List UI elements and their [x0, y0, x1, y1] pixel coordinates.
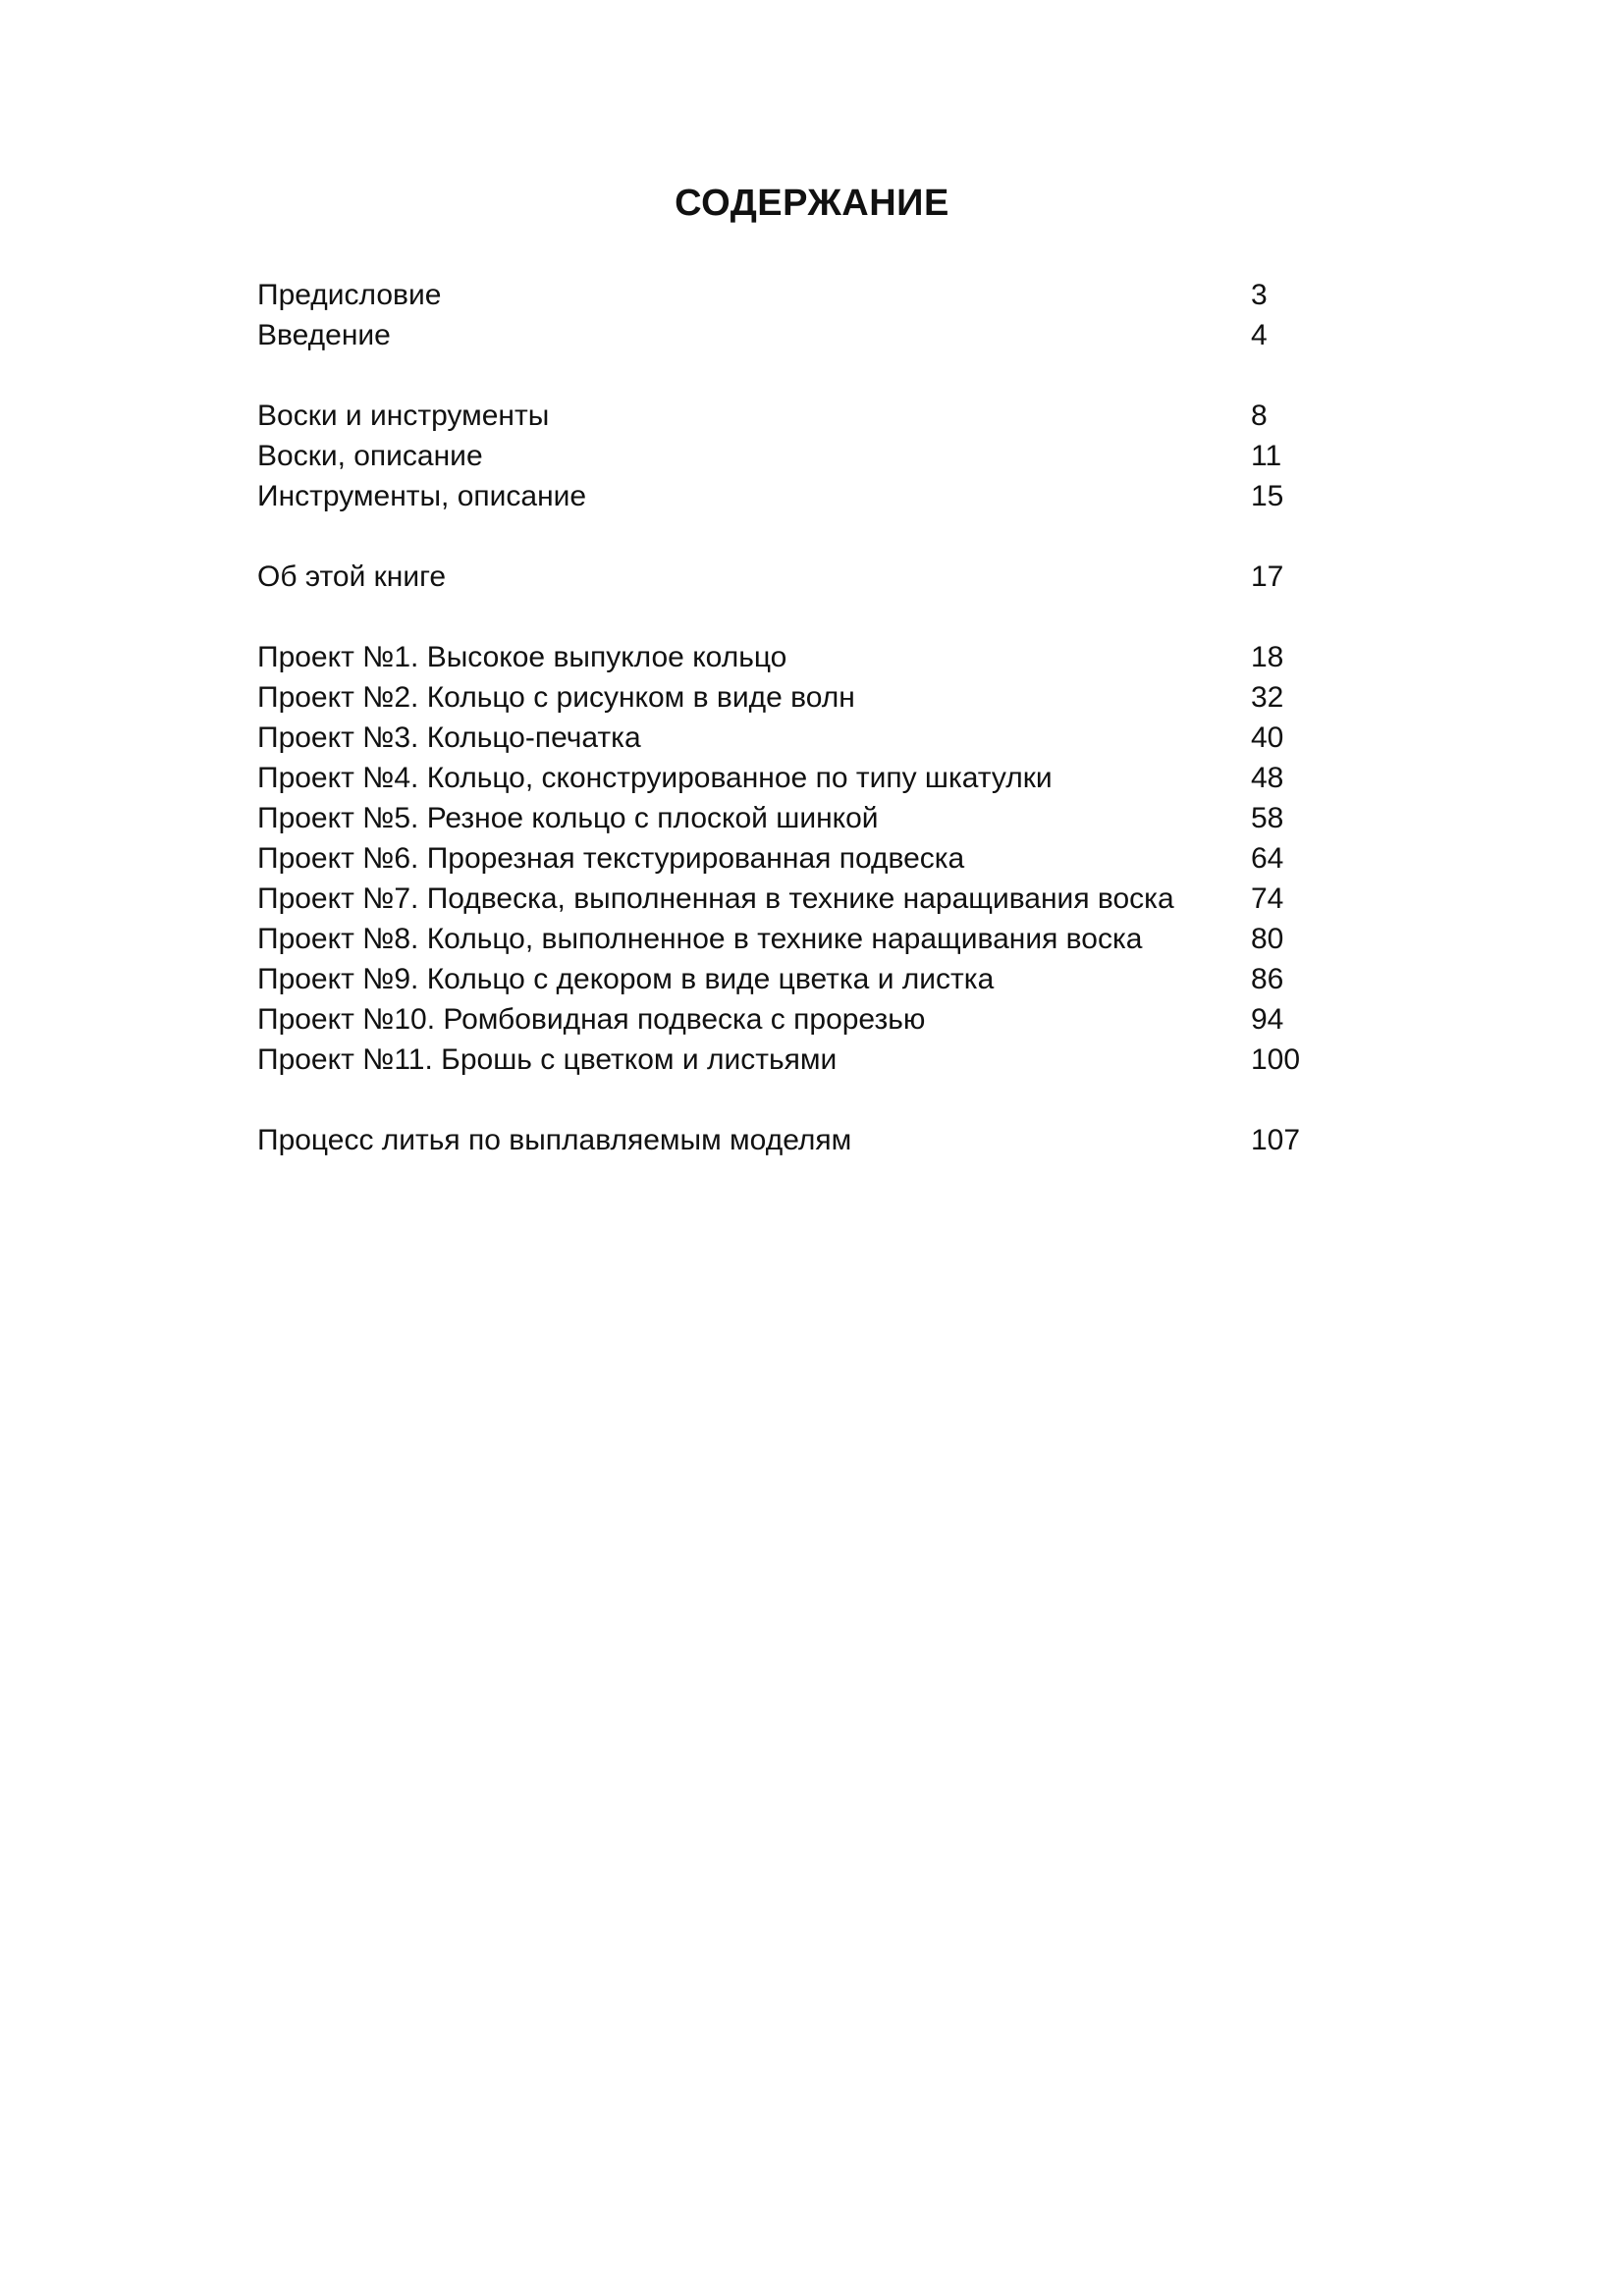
toc-group-intro: [257, 275, 1337, 355]
toc-entry-title: Проект №1. Высокое выпуклое кольцо: [257, 641, 787, 673]
toc-entry-title: Предисловие: [257, 279, 442, 311]
toc-entry-page: 80: [1251, 923, 1284, 955]
toc-entry-title: Об этой книге: [257, 561, 447, 593]
toc-entry-page: 15: [1251, 480, 1284, 512]
toc-entry-page: 100: [1251, 1043, 1301, 1076]
toc-entry-page: 86: [1251, 963, 1284, 995]
toc-entry[interactable]: [257, 919, 1337, 959]
toc-entry-title: Проект №7. Подвеска, выполненная в технике наращивания воска: [257, 882, 1174, 915]
toc-entry-page: 17: [1251, 561, 1284, 593]
toc-entry-title: Проект №11. Брошь с цветком и листьями: [257, 1043, 838, 1076]
toc-entry[interactable]: [257, 275, 1337, 315]
toc-entry[interactable]: [257, 557, 1337, 597]
toc-entry-title: Воски, описание: [257, 440, 483, 472]
toc-entry[interactable]: [257, 959, 1337, 999]
toc-entry[interactable]: [257, 1040, 1337, 1080]
toc-entry[interactable]: [257, 758, 1337, 798]
toc-group-projects: [257, 637, 1337, 1080]
toc-entry-title: Проект №9. Кольцо с декором в виде цветка и листка: [257, 963, 995, 995]
toc-entry-page: 32: [1251, 681, 1284, 714]
toc-entry-title: Проект №2. Кольцо с рисунком в виде волн: [257, 681, 855, 714]
toc-group-waxes-tools: [257, 396, 1337, 516]
toc-entry[interactable]: [257, 637, 1337, 677]
toc-entry-page: 40: [1251, 721, 1284, 754]
toc-entry[interactable]: [257, 838, 1337, 879]
toc-entry-title: Проект №4. Кольцо, сконструированное по типу шкатулки: [257, 762, 1053, 794]
table-of-contents: [257, 275, 1337, 1201]
toc-group-casting: [257, 1120, 1337, 1160]
toc-entry[interactable]: [257, 476, 1337, 516]
toc-entry-page: 58: [1251, 802, 1284, 834]
toc-entry-title: Введение: [257, 319, 391, 351]
toc-entry[interactable]: [257, 436, 1337, 476]
toc-entry-page: 3: [1251, 279, 1268, 311]
toc-entry[interactable]: [257, 396, 1337, 436]
page-title: СОДЕРЖАНИЕ: [675, 183, 949, 224]
toc-entry-page: 4: [1251, 319, 1268, 351]
toc-entry[interactable]: [257, 798, 1337, 838]
toc-entry-page: 48: [1251, 762, 1284, 794]
toc-entry-page: 94: [1251, 1003, 1284, 1036]
toc-entry[interactable]: [257, 315, 1337, 355]
toc-entry[interactable]: [257, 879, 1337, 919]
toc-entry-title: Инструменты, описание: [257, 480, 587, 512]
toc-entry-page: 74: [1251, 882, 1284, 915]
toc-entry-page: 11: [1251, 440, 1282, 472]
toc-entry-page: 8: [1251, 400, 1268, 432]
toc-entry-page: 18: [1251, 641, 1284, 673]
toc-entry-page: 64: [1251, 842, 1284, 875]
toc-entry[interactable]: [257, 677, 1337, 718]
toc-entry-title: Проект №10. Ромбовидная подвеска с прорезью: [257, 1003, 926, 1036]
toc-group-about: [257, 557, 1337, 597]
toc-entry-title: Воски и инструменты: [257, 400, 550, 432]
toc-entry[interactable]: [257, 718, 1337, 758]
toc-entry-page: 107: [1251, 1124, 1301, 1156]
toc-entry-title: Проект №8. Кольцо, выполненное в технике наращивания воска: [257, 923, 1143, 955]
toc-entry-title: Проект №5. Резное кольцо с плоской шинкой: [257, 802, 879, 834]
toc-entry[interactable]: [257, 999, 1337, 1040]
toc-entry-title: Процесс литья по выплавляемым моделям: [257, 1124, 852, 1156]
toc-entry-title: Проект №6. Прорезная текстурированная подвеска: [257, 842, 965, 875]
toc-entry[interactable]: [257, 1120, 1337, 1160]
toc-entry-title: Проект №3. Кольцо-печатка: [257, 721, 641, 754]
